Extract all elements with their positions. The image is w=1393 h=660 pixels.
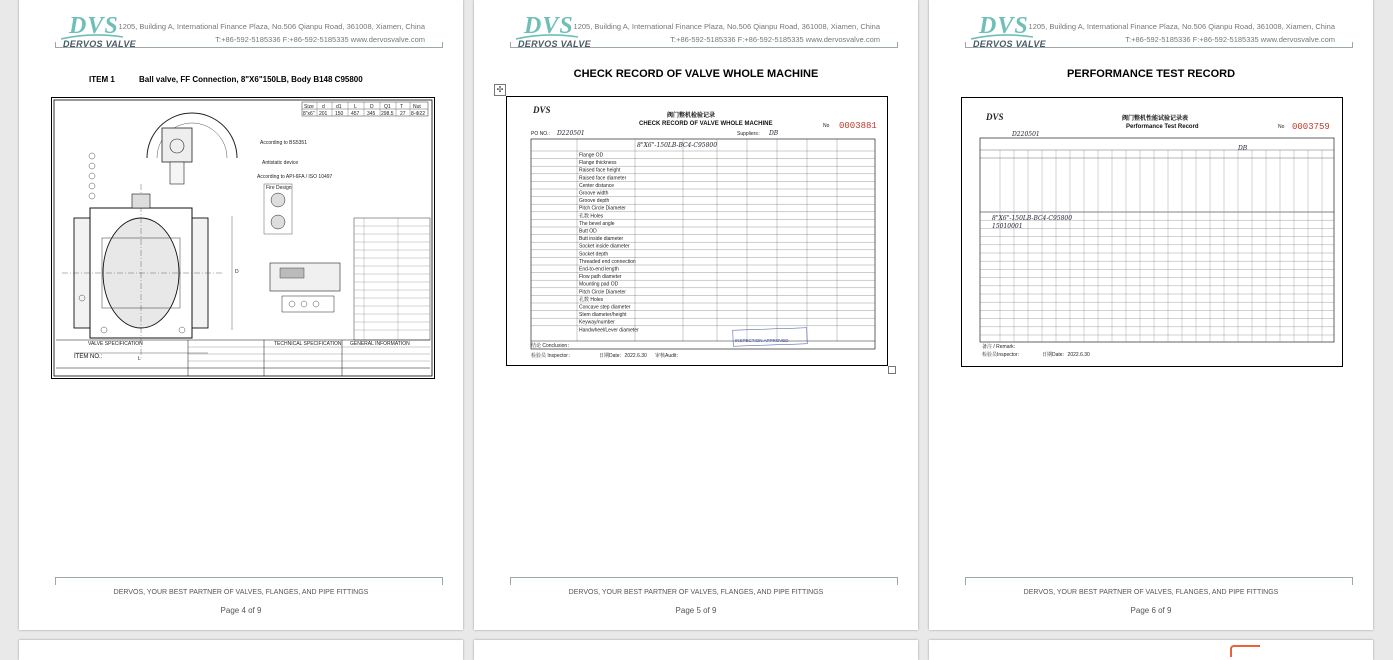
check-row-label: Raised face height: [579, 167, 621, 174]
check-record-rows: [531, 139, 875, 341]
header-contact: T:+86-592-5185336 F:+86-592-5185335 www.dervosvalve.com: [215, 35, 425, 44]
size-value-t: 27: [400, 111, 406, 117]
header-rule-tick: [965, 42, 966, 48]
header-address: 1205, Building A, International Finance Plaza, No.506 Qianpu Road, 361008, Xiamen, China: [1028, 22, 1335, 31]
svg-text:PO NO.:: PO NO.:: [531, 131, 550, 137]
size-value-size: 8"x6": [303, 111, 315, 117]
scan-row-1: 8"X6"-150LB-BC4-C95800: [992, 215, 1073, 222]
footer-rule-tick: [442, 577, 443, 585]
scan-logo: DVS: [986, 112, 1004, 122]
logo-name: DERVOS VALVE: [518, 39, 591, 49]
check-row-label: Raised face diameter: [579, 175, 627, 182]
check-row-label: End-to-end length: [579, 266, 619, 273]
scan-audit: 审核Audit：: [655, 353, 682, 359]
company-logo: [61, 15, 151, 51]
footer-tagline: DERVOS, YOUR BEST PARTNER OF VALVES, FLANGES, AND PIPE FITTINGS: [1023, 589, 1279, 596]
scan-po: D220501: [557, 130, 585, 137]
size-value-dd: 345: [367, 111, 376, 117]
seat-detail: [270, 263, 340, 312]
scan-supplier: DB: [769, 130, 779, 137]
size-value-d: 201: [319, 111, 328, 117]
size-header-size: Size: [304, 104, 314, 110]
performance-test-svg: [962, 98, 1342, 366]
page-title: PERFORMANCE TEST RECORD: [1066, 68, 1236, 80]
scan-date: 日期Date：2022.6.30: [599, 353, 647, 359]
valve-drawing: [51, 97, 435, 379]
check-row-label: Threaded end connection: [579, 258, 636, 265]
scan-inspector: 检验员 Inspector：: [531, 353, 573, 359]
scan-remark: 备注 / Remark：: [982, 344, 1019, 350]
svg-text:D: D: [235, 269, 239, 275]
scan-no-label: No: [1278, 124, 1285, 130]
check-record-scan: [506, 96, 888, 366]
check-row-label: Flange thickness: [579, 160, 617, 167]
footer-tagline: DERVOS, YOUR BEST PARTNER OF VALVES, FLANGES, AND PIPE FITTINGS: [113, 589, 369, 596]
scan-spec: 8"X6"-150LB-BC4-C95800: [637, 142, 718, 149]
check-row-label: Mounting pad OD: [579, 281, 619, 288]
check-row-label: Socket inside diameter: [579, 243, 630, 250]
item-heading: [89, 75, 363, 84]
valve-drawing-svg: [52, 98, 434, 378]
check-row-label: Butt inside diameter: [579, 236, 624, 243]
logo-name: DERVOS VALVE: [973, 39, 1046, 49]
company-logo: [516, 15, 606, 51]
size-value-q1: 298.5: [381, 111, 394, 117]
check-row-label: Stem diameter/height: [579, 312, 627, 319]
check-row-label: 孔数 Holes: [579, 213, 604, 220]
svg-text:L: L: [138, 356, 141, 362]
check-record-svg: [507, 97, 887, 365]
page-number: Page 6 of 9: [1130, 606, 1172, 615]
scan-logo: DVS: [533, 105, 551, 115]
header-rule: [965, 47, 1353, 48]
header-address: 1205, Building A, International Finance Plaza, No.506 Qianpu Road, 361008, Xiamen, China: [118, 22, 425, 31]
general-info-title: GENERAL INFORMATION: [350, 341, 410, 347]
scan-en-title: Performance Test Record: [1126, 124, 1199, 130]
check-row-label: Concave step diameter: [579, 304, 631, 311]
size-header-d: d: [322, 104, 325, 110]
footer-rule-tick: [510, 577, 511, 585]
tech-spec-title: TECHNICAL SPECIFICATION: [274, 341, 342, 347]
next-page-top: [929, 640, 1373, 660]
page-number: Page 5 of 9: [675, 606, 717, 615]
note-bs5351: According to BS5351: [260, 140, 307, 146]
logo-name: DERVOS VALVE: [63, 39, 136, 49]
document-page-6: [929, 0, 1373, 630]
scan-row-2: 15010001: [992, 223, 1023, 230]
size-header-l: L: [354, 104, 357, 110]
size-header-nut: Nut: [413, 104, 421, 110]
table-resize-handle[interactable]: [888, 366, 896, 374]
check-row-label: Center distance: [579, 182, 615, 189]
header-rule-tick: [897, 42, 898, 48]
scan-cn-title: 阀门整机检验记录: [667, 113, 716, 119]
check-row-label: Pitch Circle Diameter: [579, 289, 626, 296]
next-page-top: [474, 640, 918, 660]
size-header-t: T: [400, 104, 404, 110]
footer-rule-tick: [1352, 577, 1353, 585]
document-page-5: [474, 0, 918, 630]
size-header-d1: d1: [336, 104, 342, 110]
check-row-label: Handwheel/Lever diameter: [579, 327, 639, 334]
check-row-label: The bevel angle: [579, 220, 615, 227]
size-header-dd: D: [370, 104, 374, 110]
size-table: [302, 102, 428, 117]
logo-mark: DVS: [69, 13, 119, 39]
logo-mark: DVS: [979, 13, 1029, 39]
header-contact: T:+86-592-5185336 F:+86-592-5185335 www.dervosvalve.com: [1125, 35, 1335, 44]
check-row-label: Flange OD: [579, 152, 604, 159]
scan-stamp: INSPECTION APPROVED: [735, 338, 789, 343]
footer-rule: [55, 577, 443, 578]
svg-text:Suppliers：: Suppliers：: [737, 131, 763, 137]
item-label: ITEM 1: [89, 75, 115, 84]
footer-tagline: DERVOS, YOUR BEST PARTNER OF VALVES, FLANGES, AND PIPE FITTINGS: [568, 589, 824, 596]
performance-grid: [980, 150, 1334, 342]
logo-mark: DVS: [524, 13, 574, 39]
check-row-label: Flow path diameter: [579, 274, 622, 281]
check-row-label: Groove width: [579, 190, 609, 197]
check-row-label: Butt OD: [579, 228, 597, 235]
scan-en-title: CHECK RECORD OF VALVE WHOLE MACHINE: [639, 121, 773, 127]
header-rule: [510, 47, 898, 48]
valve-body-section: [62, 184, 239, 362]
header-address: 1205, Building A, International Finance Plaza, No.506 Qianpu Road, 361008, Xiamen, China: [573, 22, 880, 31]
footer-rule-tick: [897, 577, 898, 585]
footer-rule: [510, 577, 898, 578]
footer-rule: [965, 577, 1353, 578]
annotation-mark: [1230, 645, 1260, 657]
scan-date: 日期Date：2022.6.30: [1042, 352, 1090, 358]
check-row-label: Pitch Circle Diameter: [579, 205, 626, 212]
scan-no-value: 0003759: [1292, 122, 1330, 132]
scan-no-value: 0003881: [839, 121, 877, 131]
header-rule-tick: [510, 42, 511, 48]
valve-spec-title: VALVE SPECIFICATION: [88, 341, 143, 347]
performance-test-scan: [961, 97, 1343, 367]
scan-conclusion: 结论 Conclusion：: [531, 343, 573, 349]
next-page-top: [19, 640, 463, 660]
page-number: Page 4 of 9: [220, 606, 262, 615]
header-rule-tick: [442, 42, 443, 48]
item-description: Ball valve, FF Connection, 8"X6"150LB, Body B148 C95800: [139, 75, 363, 84]
scan-inspector: 检验员Inspector：: [982, 352, 1023, 358]
note-fire-design: Fire Design: [266, 185, 292, 191]
scan-cn-title: 阀门整机性能试验记录表: [1122, 116, 1189, 122]
check-row-label: Keyway/number: [579, 319, 615, 326]
header-contact: T:+86-592-5185336 F:+86-592-5185335 www.dervosvalve.com: [670, 35, 880, 44]
size-value-nut: 8-Φ22: [411, 111, 425, 117]
note-api6fa: According to API-6FA / ISO 10497: [257, 174, 333, 180]
check-row-label: Groove depth: [579, 198, 610, 205]
company-logo: [971, 15, 1061, 51]
check-row-label: Socket depth: [579, 251, 609, 258]
size-value-d1: 150: [335, 111, 344, 117]
footer-rule-tick: [965, 577, 966, 585]
size-value-l: 457: [351, 111, 360, 117]
size-header-q1: Q1: [384, 104, 391, 110]
scan-supplier: DB: [1238, 145, 1248, 152]
item-no-label: ITEM NO.:: [74, 354, 103, 360]
header-rule-tick: [1352, 42, 1353, 48]
scan-no-label: No: [823, 123, 830, 129]
gear-operator: [147, 113, 237, 184]
check-row-label: 孔数 Holes: [579, 296, 604, 303]
header-rule-tick: [55, 42, 56, 48]
scan-po: D220501: [1012, 131, 1040, 138]
bill-of-materials: [354, 218, 430, 340]
note-antistatic: Antistatic device: [262, 160, 299, 166]
title-block: [56, 340, 430, 376]
header-rule: [55, 47, 443, 48]
footer-rule-tick: [55, 577, 56, 585]
table-move-handle-icon[interactable]: ✣: [494, 84, 506, 96]
document-page-4: [19, 0, 463, 630]
page-title: CHECK RECORD OF VALVE WHOLE MACHINE: [573, 68, 819, 80]
